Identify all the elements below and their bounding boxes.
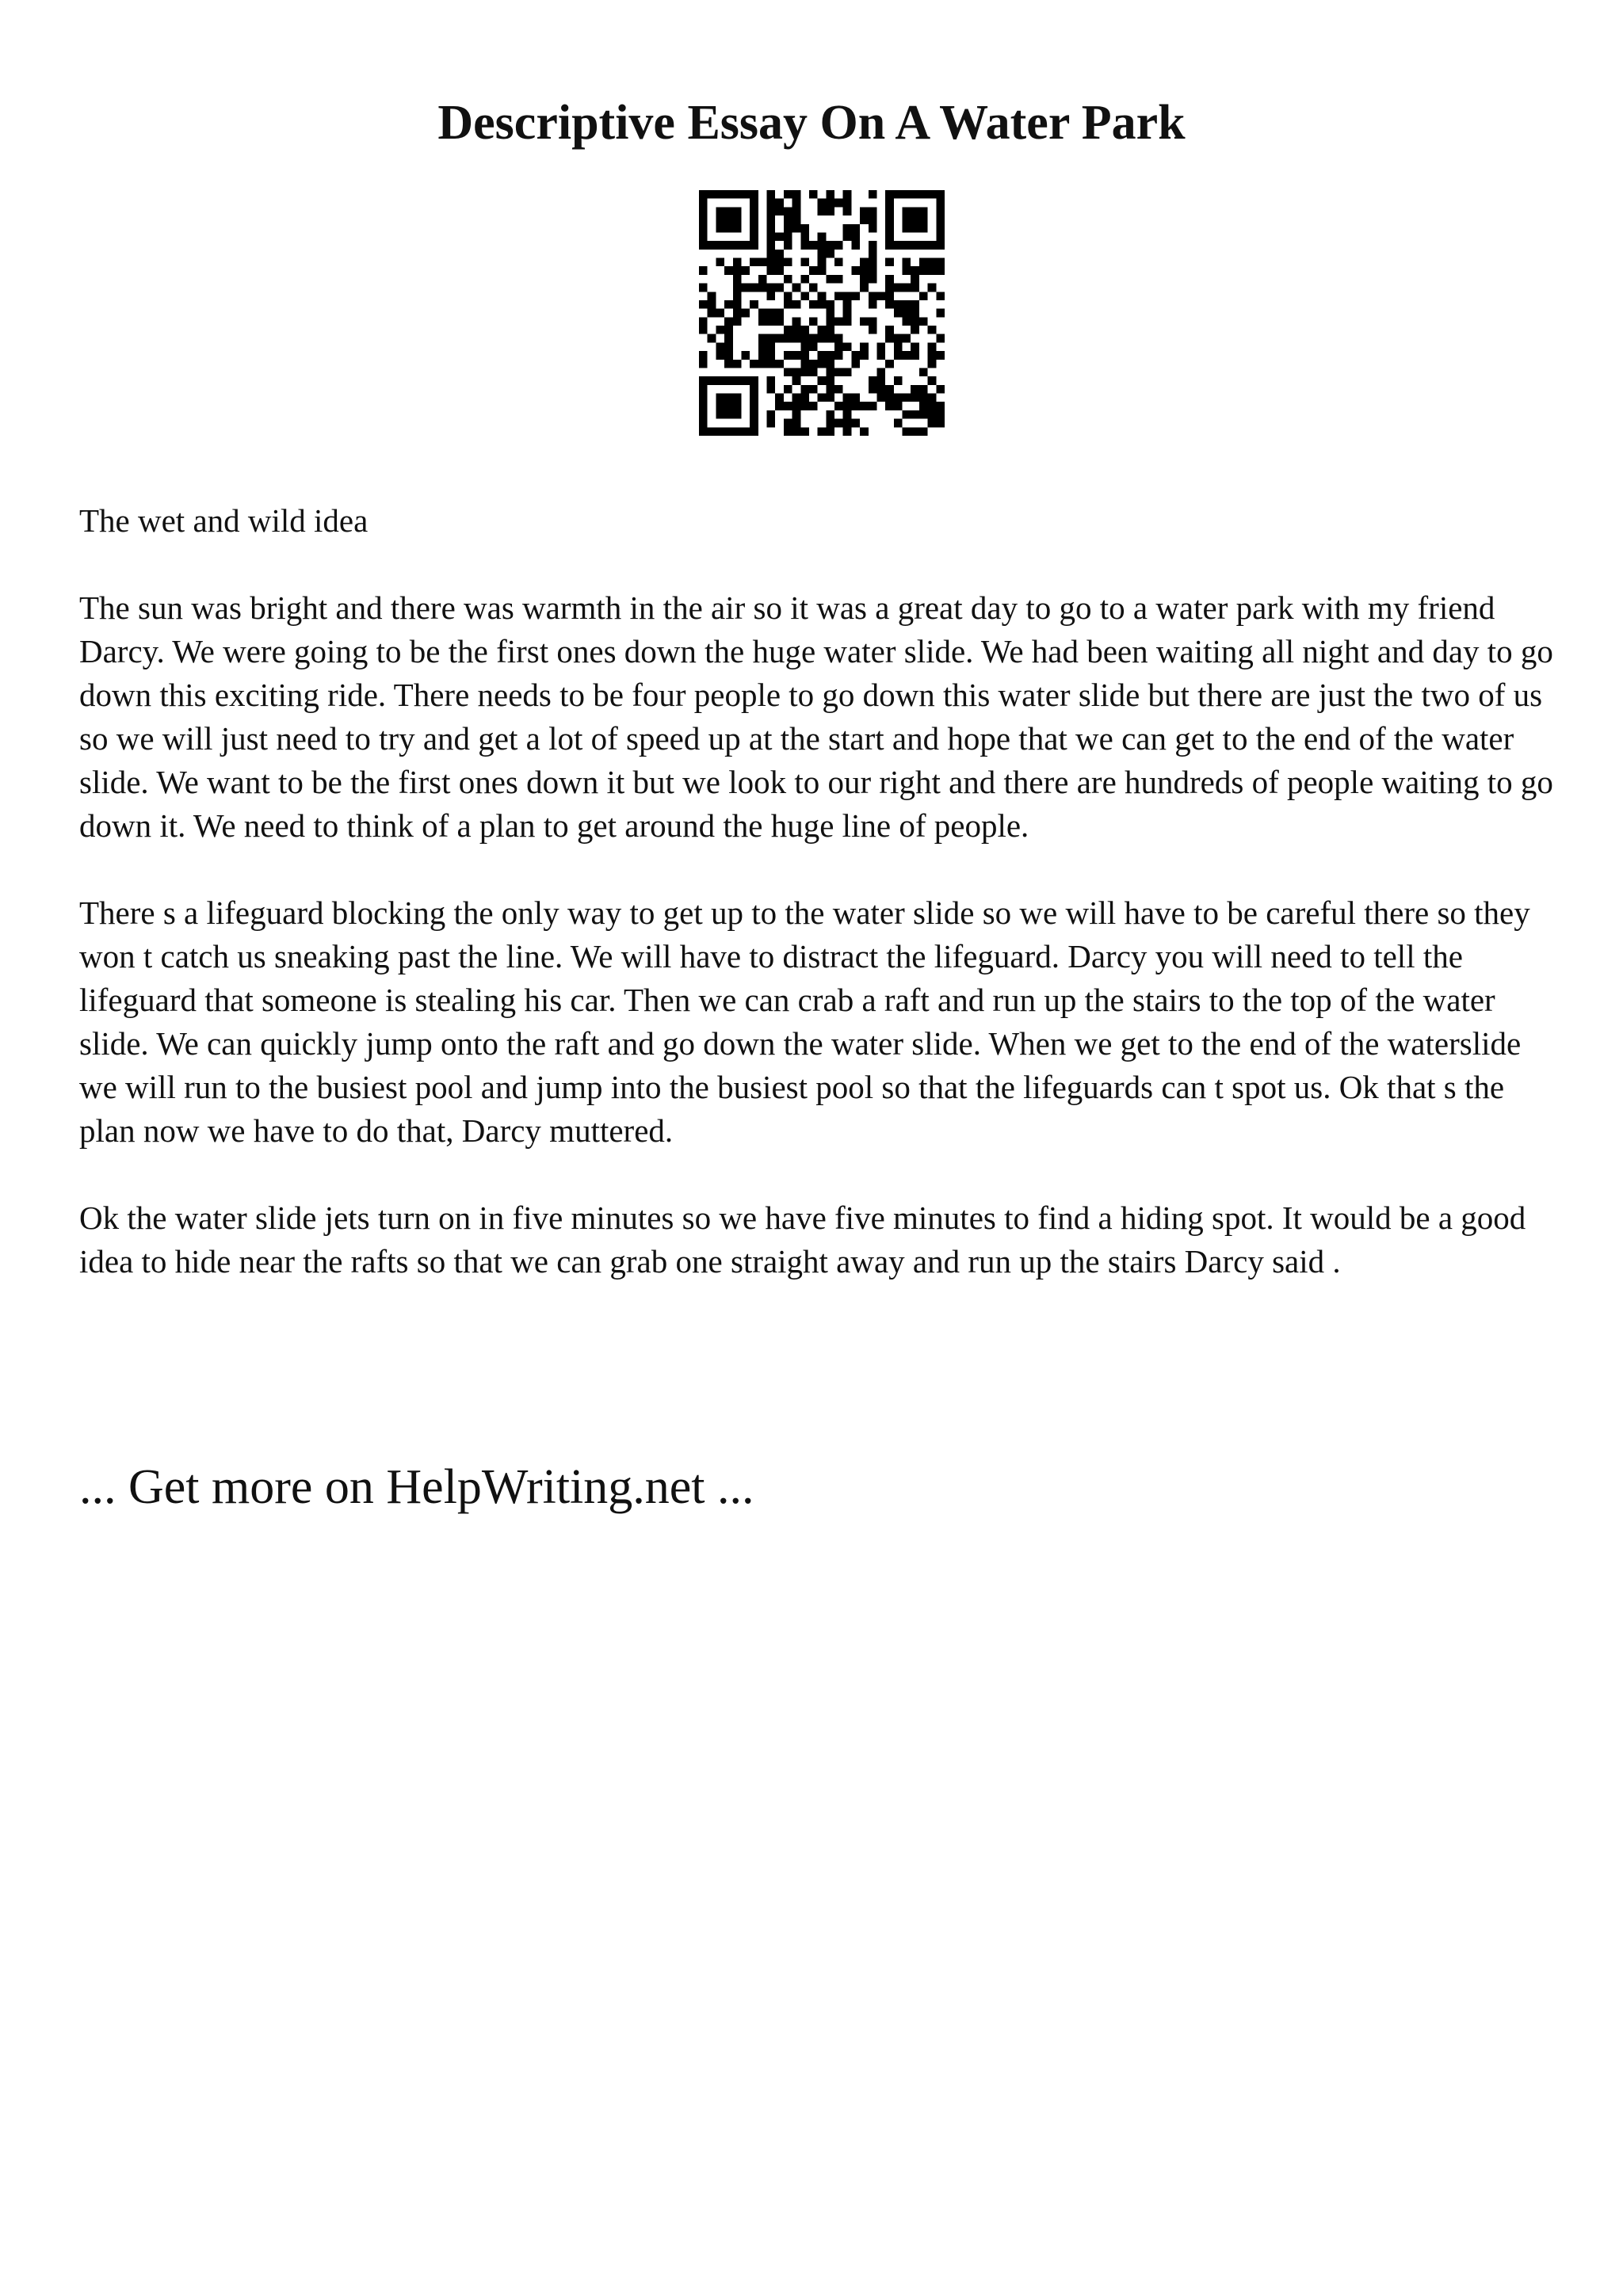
qr-code-icon — [699, 190, 945, 436]
essay-paragraph-3: Ok the water slide jets turn on in five minutes so we have five minutes to find a hiding spot. It would be a good idea to hide near the rafts so that we can grab one straight away and run up the stairs Darcy said . — [79, 1199, 1526, 1280]
essay-subtitle: The wet and wild idea — [79, 502, 369, 539]
essay-body — [79, 499, 1553, 1327]
essay-paragraph-1: The sun was bright and there was warmth in the air so it was a great day to go to a water park with my friend Darcy. We were going to be the first ones down the huge water slide. We had been waiting all night and day to go down this exciting ride. There needs to be four people to go down this water slide but there are just the two of us so we will just need to try and get a lot of speed up at the start and hope that we can get to the end of the water slide. We want to be the first ones down it but we look to our right and there are hundreds of people waiting to go down it. We need to think of a plan to get around the huge line of people. — [79, 589, 1553, 844]
document-title: Descriptive Essay On A Water Park — [437, 96, 1186, 150]
essay-paragraph-2: There s a lifeguard blocking the only way to get up to the water slide so we will have to be careful there so they won t catch us sneaking past the line. We will have to distract the lifeguard. Darcy you will need to tell the lifeguard that someone is stealing his car. Then we can crab a raft and run up the stairs to the top of the water slide. We can quickly jump onto the raft and go down the water slide. When we get to the end of the waterslide we will run to the busiest pool and jump into the busiest pool so that the lifeguards can t spot us. Ok that s the plan now we have to do that, Darcy muttered. — [79, 894, 1530, 1149]
get-more-link[interactable]: ... Get more on HelpWriting.net ... — [79, 1460, 754, 1514]
